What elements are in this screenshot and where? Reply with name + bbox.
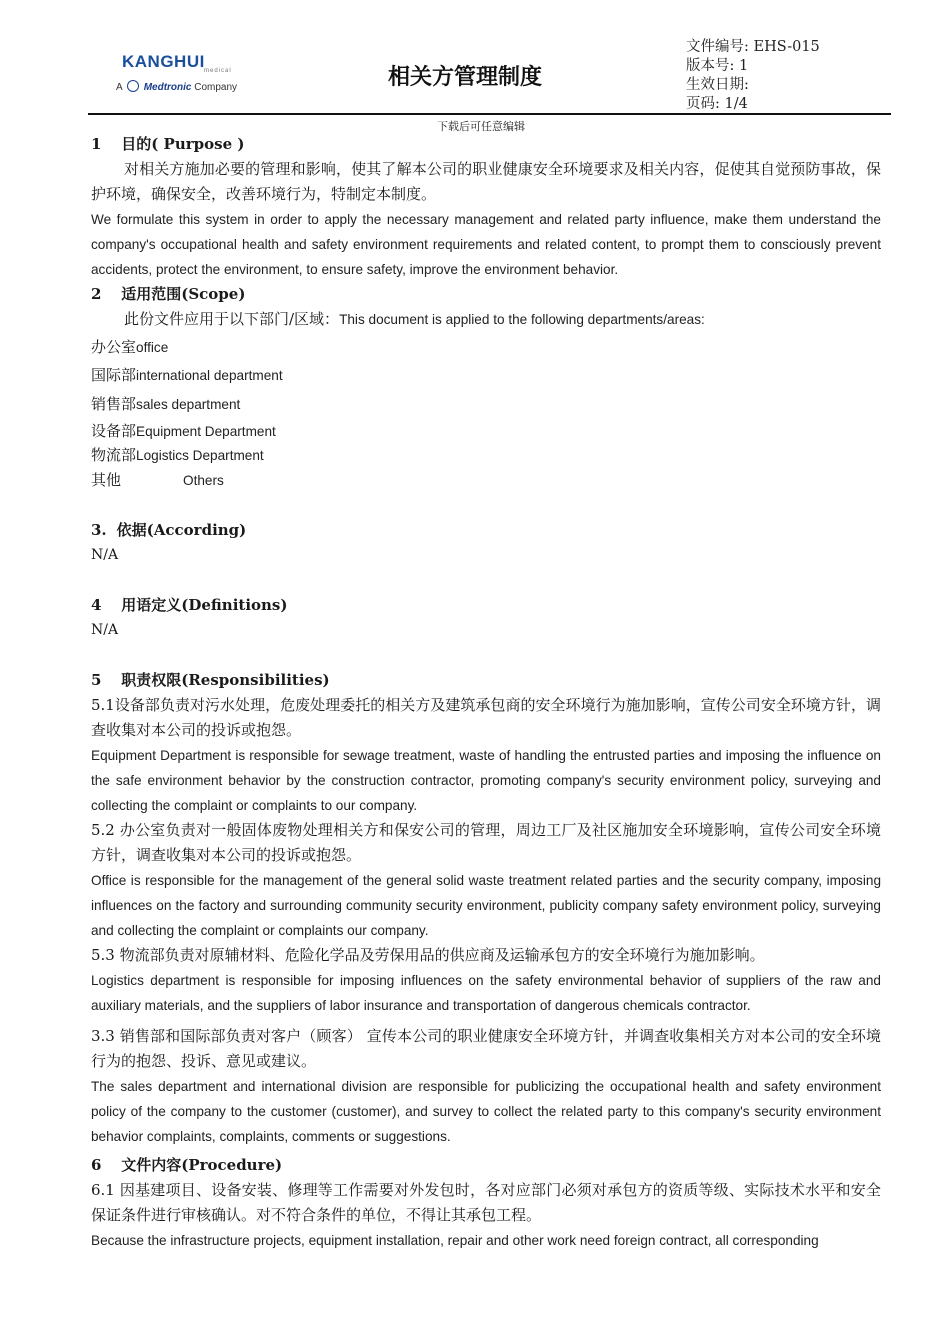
section-number: 4 <box>91 596 102 614</box>
logo-company-line <box>116 80 237 93</box>
scope-intro-zh: 此份文件应用于以下部门/区域： <box>124 310 340 328</box>
department-en: Logistics Department <box>136 448 264 463</box>
meta-effective-date: 生效日期: <box>686 77 749 93</box>
department-zh: 其他 <box>91 471 122 489</box>
procedure-zh: 6.1 因基建项目、设备安装、修理等工作需要对外发包时，各对应部门必须对承包方的资质等级、实际技术水平和安全保证条件进行审核确认。对不符合条件的单位，不得让其承包工程。 <box>91 1181 881 1224</box>
section-title: 依据(According) <box>116 521 247 539</box>
section-title: 职责权限(Responsibilities) <box>121 671 330 689</box>
section-heading <box>91 668 881 693</box>
section-body: N/A <box>91 622 119 638</box>
document-meta <box>686 38 820 114</box>
section-number: 6 <box>91 1156 102 1174</box>
section-heading <box>91 593 881 618</box>
medtronic-mark-icon <box>127 80 139 92</box>
spacer <box>91 643 881 668</box>
logo-company-brand: Medtronic <box>143 82 192 93</box>
section-heading <box>91 132 881 157</box>
department-item <box>91 360 881 389</box>
header-divider <box>88 113 891 115</box>
section-body: N/A <box>91 547 119 563</box>
section-title: 文件内容(Procedure) <box>121 1156 283 1174</box>
department-item <box>91 389 881 417</box>
section-number: 1 <box>91 135 102 153</box>
logo-company-prefix: A <box>116 82 123 93</box>
paragraph-en: We formulate this system in order to apply the necessary management and related party influence, make them understand the company's occupational health and safety environment requirements and related content, to prompt them to consciously prevent accidents, protect the environment, to ensure safety, improve the environment behavior. <box>91 212 881 277</box>
department-en: Others <box>183 473 224 488</box>
department-zh: 设备部 <box>91 422 137 440</box>
department-zh: 办公室 <box>91 338 137 356</box>
responsibility-en: Equipment Department is responsible for sewage treatment, waste of handling the entrusted parties and imposing the influence on the safe environment behavior by the construction contractor, promoting company's security environment policy, surveying and collecting the complaint or complaints to our company. <box>91 748 881 813</box>
company-logo <box>112 52 252 98</box>
department-item <box>91 332 881 360</box>
department-item <box>91 417 881 443</box>
department-zh: 物流部 <box>91 446 137 464</box>
responsibility-zh: 3.3 销售部和国际部负责对客户（顾客） 宣传本公司的职业健康安全环境方针，并调查收集相关方对本公司的安全环境行为的抱怨、投诉、意见或建议。 <box>91 1027 881 1070</box>
spacer <box>91 568 881 593</box>
section-number: 3. <box>91 521 107 539</box>
responsibility-zh: 5.3 物流部负责对原辅材料、危险化学品及劳保用品的供应商及运输承包方的安全环境行为施加影响。 <box>91 946 765 964</box>
department-en: Equipment Department <box>136 424 276 439</box>
logo-brand-text: KANGHUI <box>122 52 205 71</box>
section-number: 5 <box>91 671 102 689</box>
responsibility-zh: 5.1设备部负责对污水处理，危废处理委托的相关方及建筑承包商的安全环境行为施加影响，宣传公司安全环境方针，调查收集对本公司的投诉或抱怨。 <box>91 696 881 739</box>
department-en: sales department <box>136 397 241 412</box>
section-heading <box>91 1153 881 1178</box>
section-title: 目的( Purpose ) <box>121 135 245 153</box>
department-zh: 销售部 <box>91 395 137 413</box>
department-en: international department <box>136 368 283 383</box>
spacer <box>91 493 881 518</box>
meta-version: 版本号: 1 <box>686 58 749 74</box>
section-heading <box>91 282 881 307</box>
department-zh: 国际部 <box>91 366 137 384</box>
scope-intro <box>91 307 881 332</box>
paragraph-zh: 对相关方施加必要的管理和影响，使其了解本公司的职业健康安全环境要求及相关内容，促使其自觉预防事故，保护环境，确保安全，改善环境行为，特制定本制度。 <box>91 160 881 203</box>
section-heading <box>91 518 881 543</box>
document-header <box>0 0 950 133</box>
logo-company-suffix: Company <box>194 82 238 93</box>
section-title: 用语定义(Definitions) <box>121 596 288 614</box>
responsibility-en: The sales department and international division are responsible for publicizing the occupational health and safety environment policy of the company to the customer (customer), and survey to collect the related party to this company's security environment behavior complaints, complaints, comments or suggestions. <box>91 1079 881 1144</box>
department-item <box>91 443 881 468</box>
scope-intro-en: This document is applied to the following departments/areas: <box>339 312 705 327</box>
responsibility-en: Logistics department is responsible for imposing influences on the safety environmental behavior of suppliers of the raw and auxiliary materials, and the suppliers of labor insurance and transportation of dangerous chemicals contractor. <box>91 973 881 1013</box>
responsibility-zh: 5.2 办公室负责对一般固体废物处理相关方和保安公司的管理，周边工厂及社区施加安全环境影响，宣传公司安全环境方针，调查收集对本公司的投诉或抱怨。 <box>91 821 881 864</box>
document-body <box>91 132 881 1253</box>
section-number: 2 <box>91 285 102 303</box>
department-en: office <box>136 340 169 355</box>
document-title: 相关方管理制度 <box>388 65 543 90</box>
meta-page: 页码: 1/4 <box>686 96 748 112</box>
procedure-en: Because the infrastructure projects, equipment installation, repair and other work need foreign contract, all corresponding <box>91 1233 819 1248</box>
responsibility-en: Office is responsible for the management of the general solid waste treatment related parties and the security company, imposing influences on the factory and surrounding community security environment, publicity company safety environment policy, surveying and collecting the complaint or complaints our company. <box>91 873 881 938</box>
section-title: 适用范围(Scope) <box>121 285 246 303</box>
meta-doc-no: 文件编号: EHS-015 <box>686 39 820 55</box>
logo-subtext: medical <box>204 68 232 74</box>
watermark-text: 下载后可任意编辑 <box>437 120 525 133</box>
department-item <box>91 468 881 493</box>
